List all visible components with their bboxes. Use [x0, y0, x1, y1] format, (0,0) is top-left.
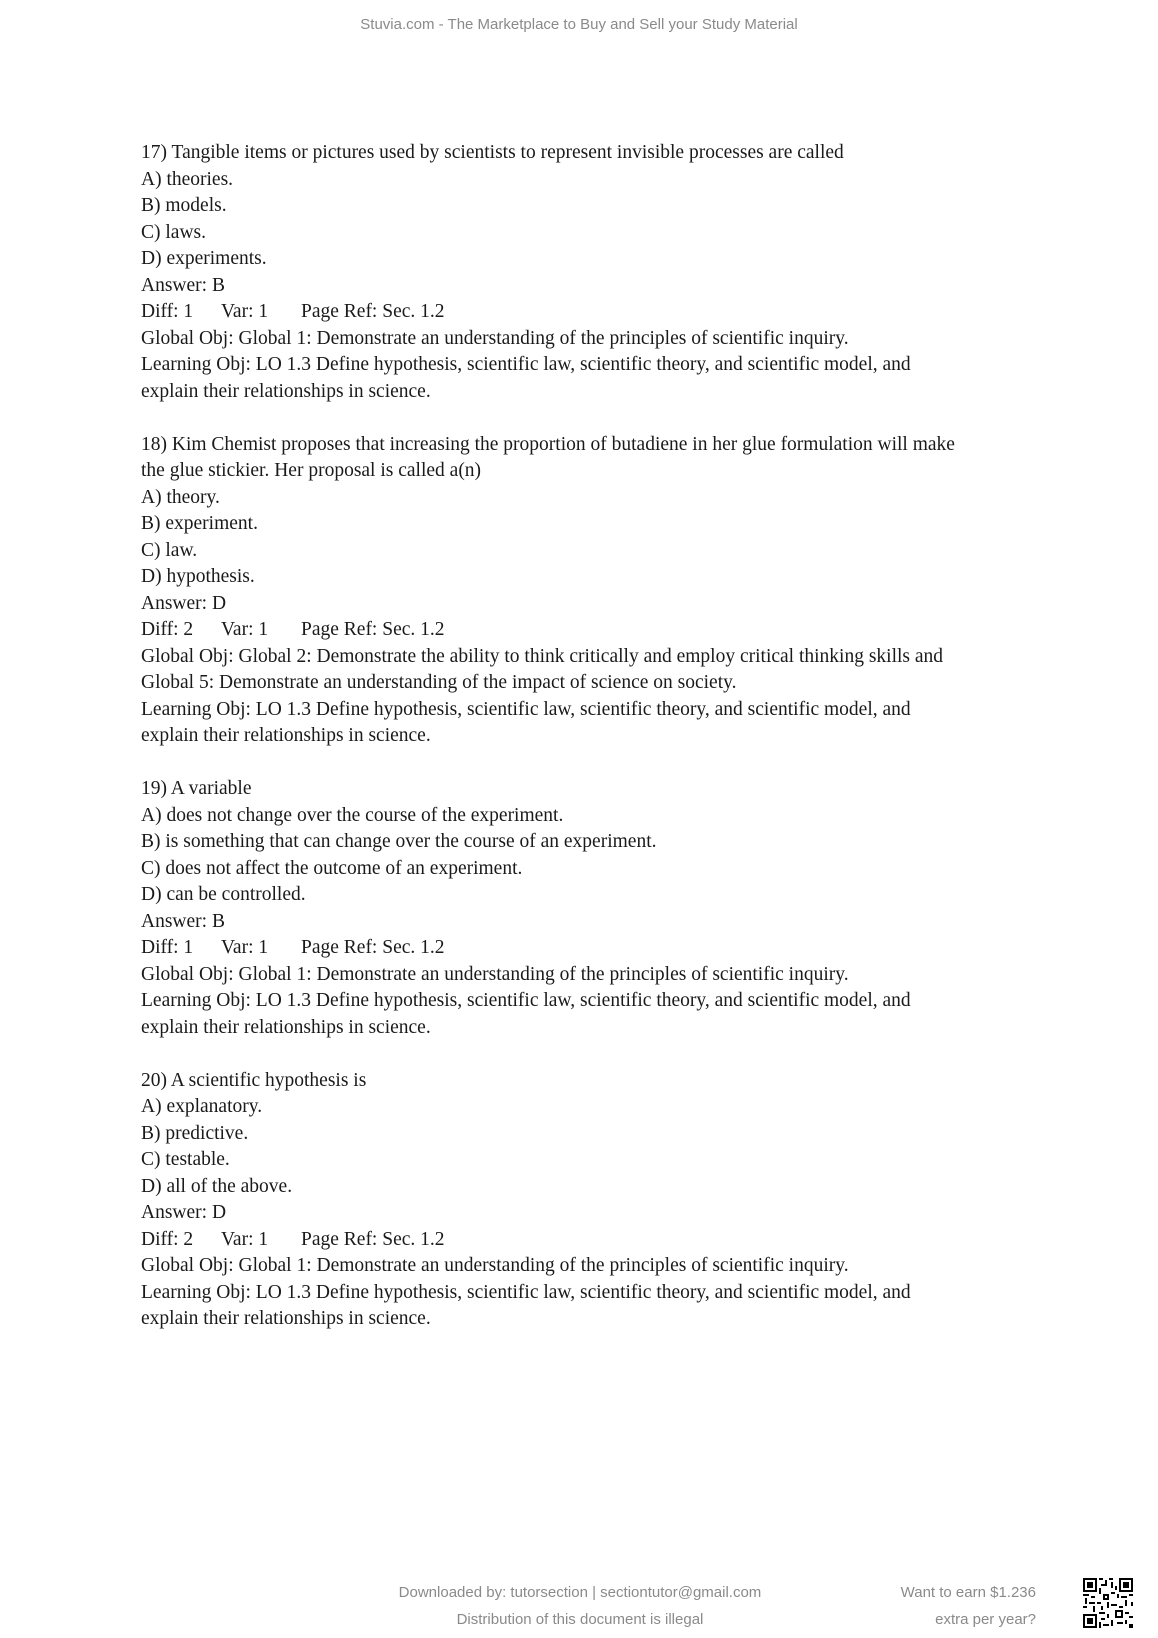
difficulty: Diff: 1 — [141, 937, 194, 958]
answer: Answer: B — [141, 910, 225, 932]
option-b: B) experiment. — [141, 513, 258, 534]
page-header: Stuvia.com - The Marketplace to Buy and Sell your Study Material — [360, 16, 798, 33]
qr-code-icon[interactable] — [1083, 1578, 1133, 1628]
variant: Var: 1 — [221, 937, 269, 958]
global-objective: Global Obj: Global 1: Demonstrate an understanding of the principles of scientific inquiry. — [141, 963, 849, 985]
question-17 — [141, 140, 1061, 405]
option-c: C) law. — [141, 539, 198, 561]
option-c: C) testable. — [141, 1149, 230, 1170]
question-19 — [141, 776, 1061, 1041]
global-objective: Global Obj: Global 2: Demonstrate the ability to think critically and employ critical thinking skills and — [141, 645, 944, 667]
learning-objective-cont: explain their relationships in science. — [141, 380, 431, 402]
page-ref: Page Ref: Sec. 1.2 — [301, 301, 445, 322]
meta-row — [141, 1227, 1061, 1254]
global-objective-cont: Global 5: Demonstrate an understanding of the impact of science on society. — [141, 672, 737, 693]
option-c: C) does not affect the outcome of an experiment. — [141, 857, 523, 879]
answer: Answer: B — [141, 274, 225, 296]
option-d: D) experiments. — [141, 248, 267, 269]
option-b: B) is something that can change over the course of an experiment. — [141, 831, 657, 852]
earn-promo[interactable] — [901, 1579, 1036, 1633]
page-ref: Page Ref: Sec. 1.2 — [301, 1228, 445, 1250]
option-d: D) hypothesis. — [141, 566, 255, 587]
download-notice — [370, 1579, 790, 1633]
option-d: D) can be controlled. — [141, 884, 306, 905]
question-stem: 19) A variable — [141, 778, 252, 799]
question-stem-cont: the glue stickier. Her proposal is called a(n) — [141, 460, 482, 481]
document-body — [141, 140, 1061, 1359]
question-stem: 18) Kim Chemist proposes that increasing the proportion of butadiene in her glue formulation will make — [141, 433, 955, 455]
question-stem: 20) A scientific hypothesis is — [141, 1069, 367, 1091]
downloaded-by-text: Downloaded by: tutorsection | sectiontutor@gmail.com — [398, 1584, 762, 1601]
page-ref: Page Ref: Sec. 1.2 — [301, 937, 445, 958]
global-objective: Global Obj: Global 1: Demonstrate an understanding of the principles of scientific inquiry. — [141, 1255, 849, 1276]
question-stem: 17) Tangible items or pictures used by scientists to represent invisible processes are called — [141, 142, 844, 163]
meta-row — [141, 299, 1061, 326]
earn-line-2[interactable]: extra per year? — [935, 1611, 1036, 1628]
option-a: A) theories. — [141, 168, 234, 190]
option-b: B) predictive. — [141, 1122, 249, 1144]
distribution-warning: Distribution of this document is illegal — [456, 1611, 704, 1628]
meta-row — [141, 935, 1061, 962]
answer: Answer: D — [141, 592, 227, 614]
option-b: B) models. — [141, 195, 227, 216]
option-a: A) does not change over the course of the experiment. — [141, 804, 564, 826]
learning-objective: Learning Obj: LO 1.3 Define hypothesis, scientific law, scientific theory, and scientific model, and — [141, 990, 911, 1011]
variant: Var: 1 — [221, 1228, 269, 1250]
difficulty: Diff: 1 — [141, 301, 194, 322]
option-a: A) theory. — [141, 486, 220, 508]
learning-objective: Learning Obj: LO 1.3 Define hypothesis, scientific law, scientific theory, and scientific model, and — [141, 354, 911, 375]
meta-row — [141, 617, 1061, 644]
question-20 — [141, 1068, 1061, 1333]
option-d: D) all of the above. — [141, 1175, 293, 1197]
option-a: A) explanatory. — [141, 1096, 263, 1117]
learning-objective-cont: explain their relationships in science. — [141, 725, 431, 746]
learning-objective: Learning Obj: LO 1.3 Define hypothesis, scientific law, scientific theory, and scientific model, and — [141, 698, 911, 720]
difficulty: Diff: 2 — [141, 619, 194, 640]
variant: Var: 1 — [221, 301, 269, 322]
page-ref: Page Ref: Sec. 1.2 — [301, 619, 445, 640]
question-18 — [141, 432, 1061, 750]
learning-objective-cont: explain their relationships in science. — [141, 1308, 431, 1329]
option-c: C) laws. — [141, 221, 206, 243]
variant: Var: 1 — [221, 619, 269, 640]
learning-objective: Learning Obj: LO 1.3 Define hypothesis, scientific law, scientific theory, and scientific model, and — [141, 1281, 911, 1303]
difficulty: Diff: 2 — [141, 1228, 194, 1250]
learning-objective-cont: explain their relationships in science. — [141, 1016, 431, 1038]
answer: Answer: D — [141, 1202, 227, 1223]
earn-line-1[interactable]: Want to earn $1.236 — [900, 1584, 1036, 1601]
global-objective: Global Obj: Global 1: Demonstrate an understanding of the principles of scientific inquiry. — [141, 327, 849, 349]
